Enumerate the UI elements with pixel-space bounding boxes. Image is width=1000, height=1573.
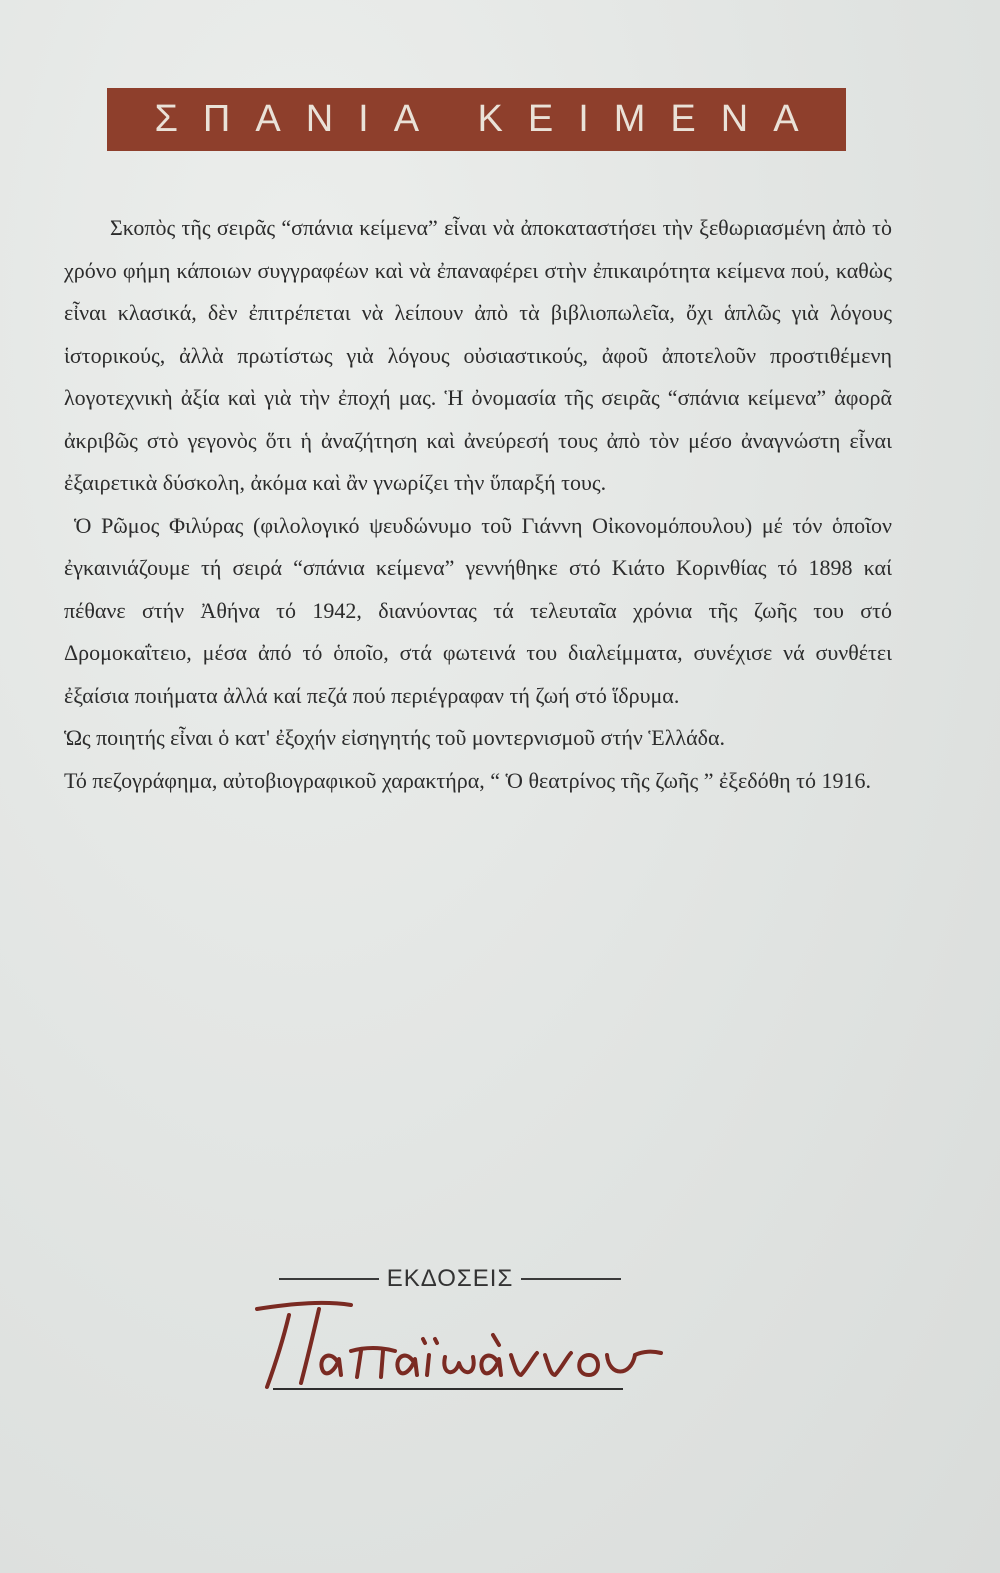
poet-significance-paragraph: Ὡς ποιητής εἶναι ὁ κατ' ἐξοχήν εἰσηγητής τοῦ μοντερνισμοῦ στήν Ἑλλάδα. — [64, 725, 725, 750]
publisher-logo-signature — [255, 1295, 665, 1395]
publication-info-paragraph: Τό πεζογράφημα, αὐτοβιογραφικοῦ χαρακτήρα, “ Ὁ θεατρίνος τῆς ζωῆς ” ἐξεδόθη τό 1916. — [64, 767, 872, 793]
series-title: ΣΠΑΝΙΑ ΚΕΙΜΕΝΑ — [154, 98, 824, 140]
right-rule-divider — [521, 1278, 621, 1280]
left-rule-divider — [279, 1278, 379, 1280]
publisher-label — [270, 1262, 630, 1296]
back-cover-text — [64, 207, 892, 802]
author-bio-paragraph: Ὁ Ρῶμος Φιλύρας (φιλολογικό ψευδώνυμο τοῦ Γιάννη Οἰκονομόπουλου) μέ τόν ὁποῖον ἐγκαινιάζουμε τή σειρά “σπάνια κείμενα” γεννήθηκε στό Κιάτο Κορινθίας τό 1898 καί πέθανε στήν Ἀθήνα τό 1942, διανύοντας τά τελευταῖα χρόνια τῆς ζωῆς του στό Δρομοκαΐτειο, μέσα ἀπό τό ὁποῖο, στά φωτεινά του διαλείμματα, συνέχισε νά συνθέτει ἐξαίσια ποιήματα ἀλλά καί πεζά πού περιέγραφαν τή ζωή στό ἵδρυμα. — [64, 512, 892, 708]
publisher-label-text: ΕΚΔΟΣΕΙΣ — [386, 1265, 514, 1292]
series-banner — [107, 88, 846, 151]
series-description-paragraph: Σκοπὸς τῆς σειρᾶς “σπάνια κείμενα” εἶναι νὰ ἀποκαταστήσει τὴν ξεθωριασμένη ἀπὸ τὸ χρόνο φήμη κάποιων συγγραφέων καὶ νὰ ἐπαναφέρει στὴν ἐπικαιρότητα κείμενα πού, καθὼς εἶναι κλασικά, δὲν ἐπιτρέπεται νὰ λείπουν ἀπὸ τὰ βιβλιοπωλεῖα, ὄχι ἁπλῶς γιὰ λόγους ἱστορικούς, ἀλλὰ πρωτίστως γιὰ λόγους οὐσιαστικούς, ἀφοῦ ἀποτελοῦν προστιθέμενη λογοτεχνικὴ ἀξία καὶ γιὰ τὴν ἐποχή μας. Ἡ ὀνομασία τῆς σειρᾶς “σπάνια κείμενα” ἀφορᾶ ἀκριβῶς στὸ γεγονὸς ὅτι ἡ ἀναζήτηση καὶ ἀνεύρεσή τους ἀπὸ τὸν μέσο ἀναγνώστη εἶναι ἐξαιρετικὰ δύσκολη, ἀκόμα καὶ ἂν γνωρίζει τὴν ὕπαρξή τους. — [64, 215, 892, 495]
